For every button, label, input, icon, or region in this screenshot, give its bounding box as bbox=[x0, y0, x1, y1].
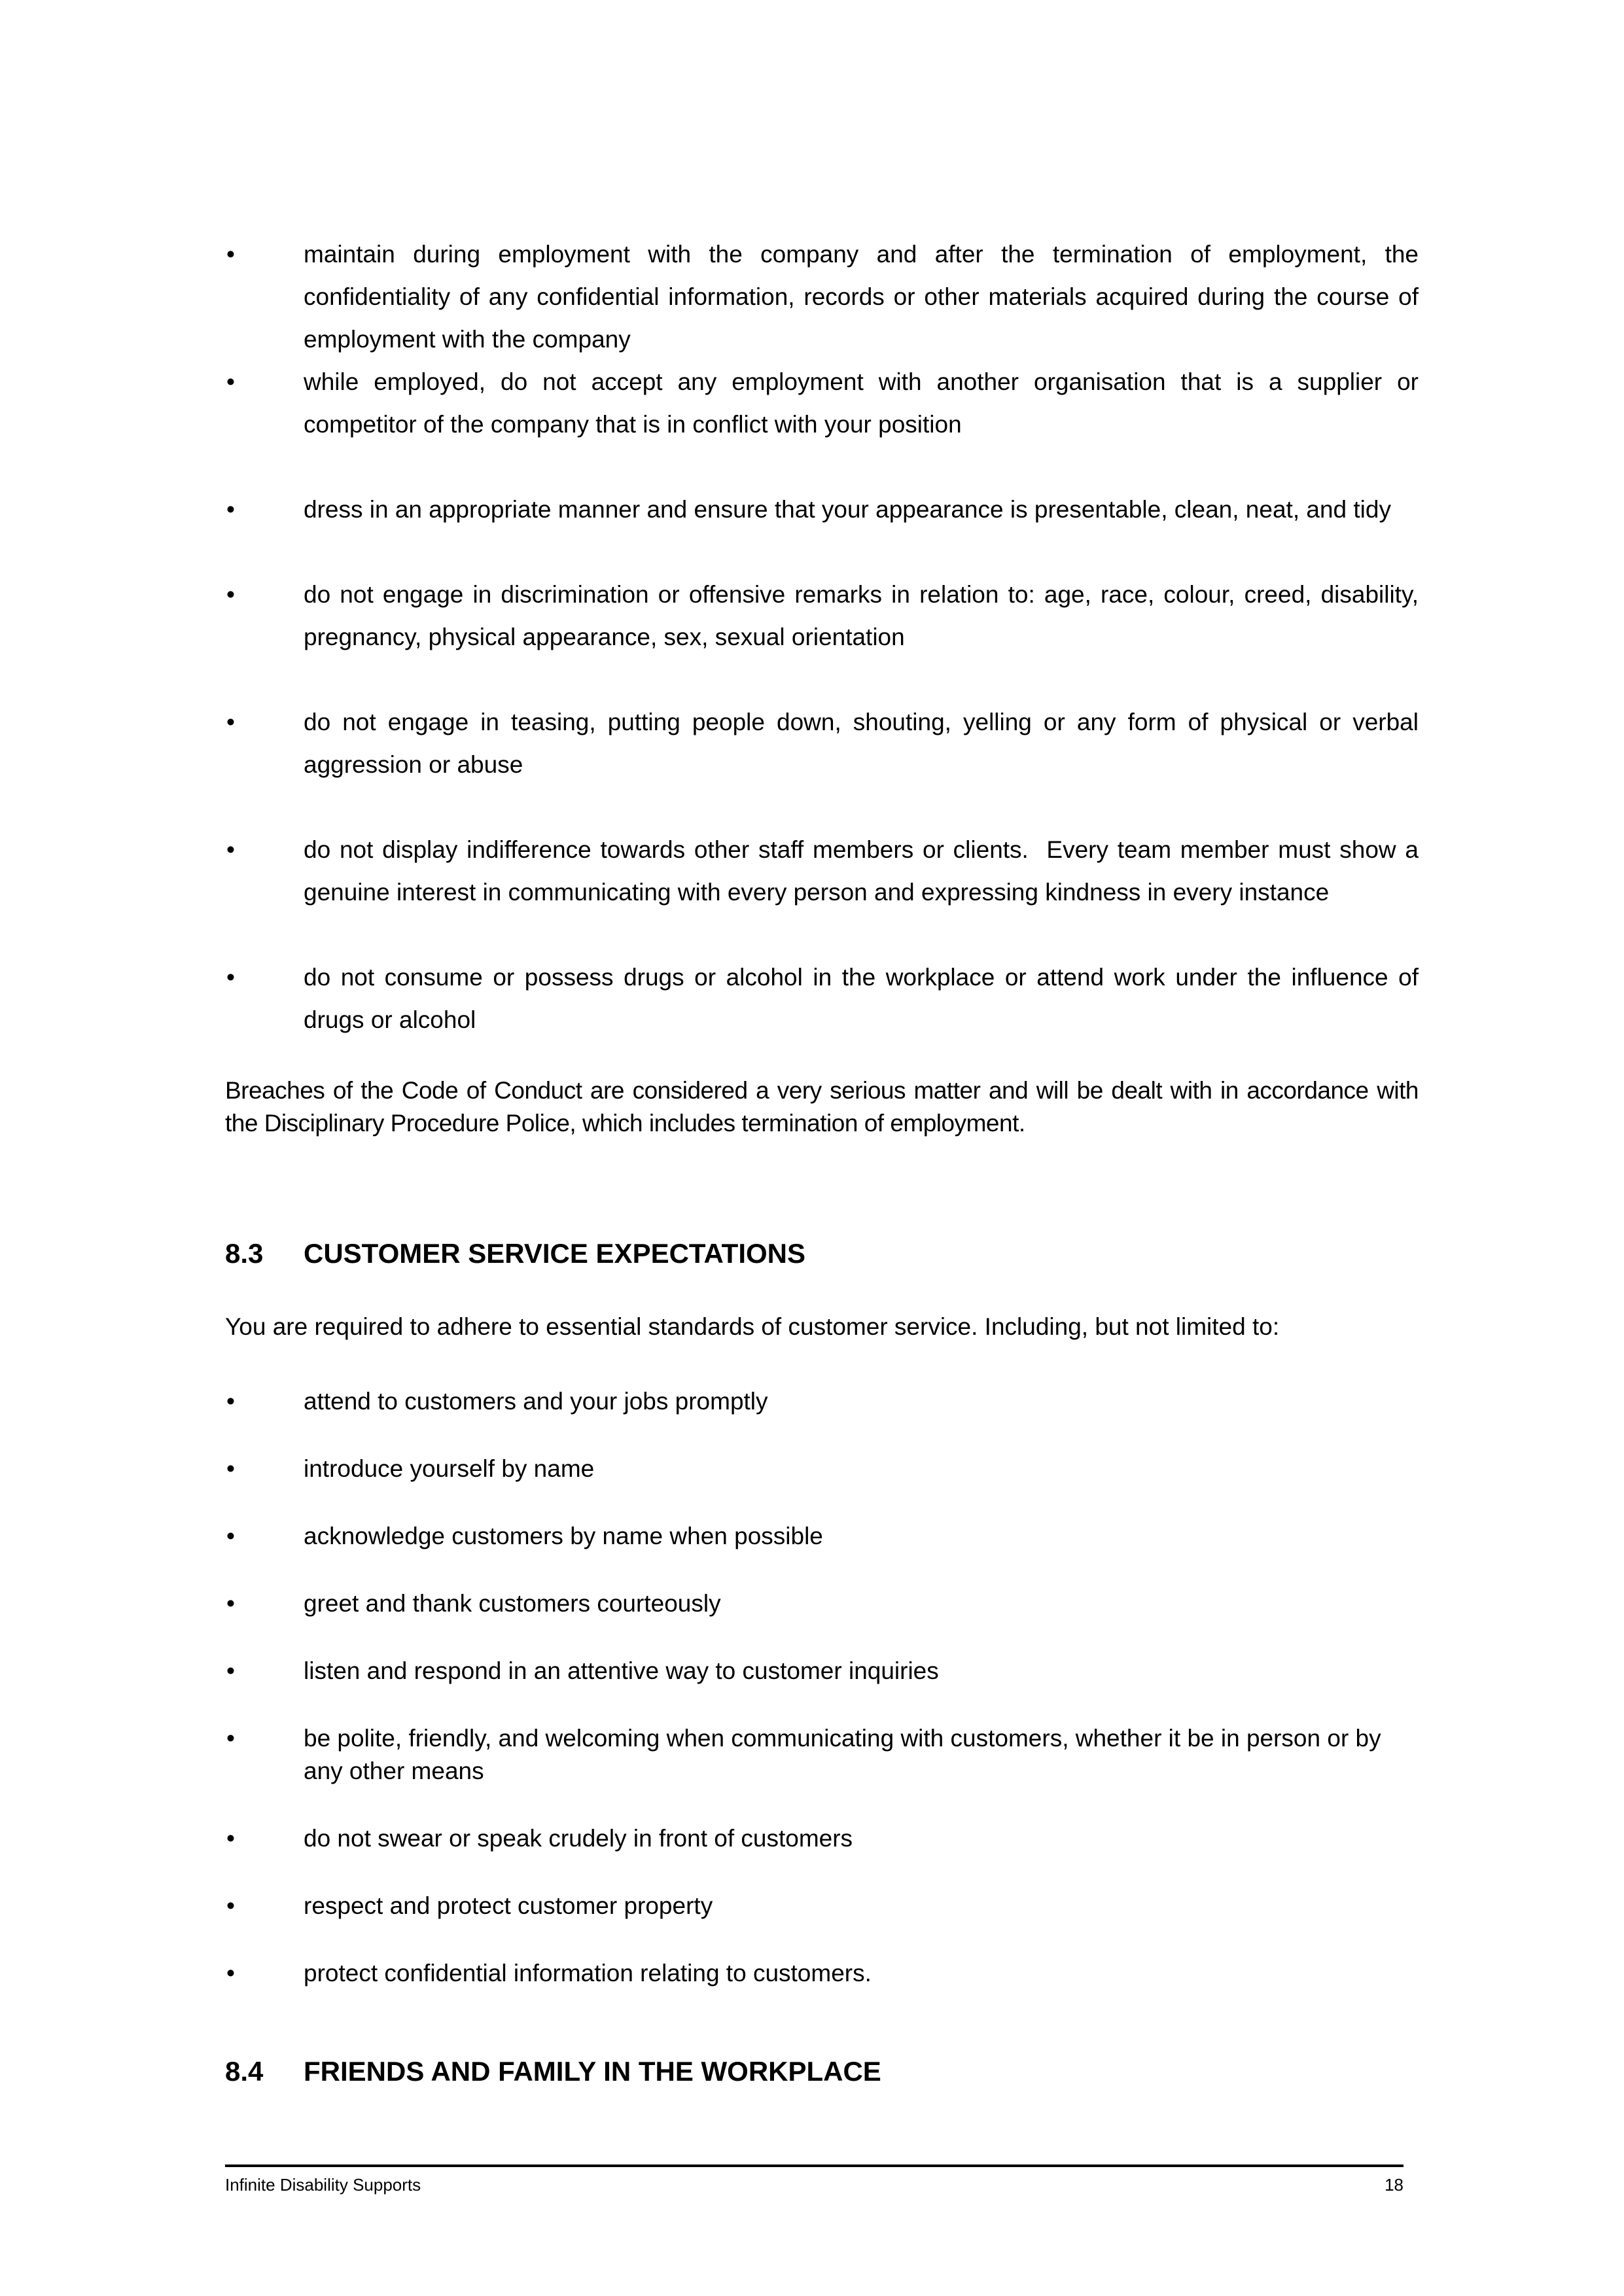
list-item-text: while employed, do not accept any employment with another organisation that is a supplier or competitor of the company that is in conflict with your position bbox=[304, 368, 1419, 438]
list-item-text: listen and respond in an attentive way to customer inquiries bbox=[304, 1657, 939, 1684]
bullet-icon: • bbox=[226, 1725, 235, 1752]
list-item-text: be polite, friendly, and welcoming when communicating with customers, whether it be in person or by any other means bbox=[304, 1725, 1381, 1784]
footer-rule bbox=[225, 2164, 1403, 2167]
list-item bbox=[225, 361, 1419, 446]
list-item-text: do not swear or speak crudely in front of customers bbox=[304, 1825, 853, 1852]
list-item-text: do not consume or possess drugs or alcohol in the workplace or attend work under the influence of drugs or alcohol bbox=[304, 964, 1419, 1033]
list-item bbox=[225, 701, 1419, 786]
list-item bbox=[225, 1722, 1419, 1788]
list-item bbox=[225, 1385, 1419, 1418]
bullet-icon: • bbox=[226, 1523, 235, 1549]
section-title: FRIENDS AND FAMILY IN THE WORKPLACE bbox=[304, 2056, 881, 2087]
list-item-text: greet and thank customers courteously bbox=[304, 1590, 721, 1617]
section-heading-8-3 bbox=[225, 1237, 1419, 1270]
list-item bbox=[225, 1822, 1419, 1855]
list-item bbox=[225, 1957, 1419, 1990]
footer-row bbox=[225, 2175, 1403, 2195]
bullet-icon: • bbox=[226, 241, 235, 268]
bullet-icon: • bbox=[226, 1657, 235, 1684]
section-heading-8-4 bbox=[225, 2055, 1419, 2088]
section-title: CUSTOMER SERVICE EXPECTATIONS bbox=[304, 1238, 806, 1269]
customer-service-intro: You are required to adhere to essential standards of customer service. Including, but not limited to: bbox=[225, 1313, 1280, 1340]
list-item bbox=[225, 828, 1419, 913]
section-number: 8.3 bbox=[225, 1238, 264, 1269]
list-item bbox=[225, 1890, 1419, 1922]
list-item-text: protect confidential information relating to customers. bbox=[304, 1960, 872, 1987]
footer-company-name: Infinite Disability Supports bbox=[225, 2175, 421, 2195]
section-number: 8.4 bbox=[225, 2056, 264, 2087]
list-item-text: do not engage in discrimination or offensive remarks in relation to: age, race, colour, creed, disability, pregnancy, physical appearance, sex, sexual orientation bbox=[304, 581, 1419, 650]
list-item bbox=[225, 956, 1419, 1041]
bullet-icon: • bbox=[226, 496, 235, 523]
page-footer bbox=[225, 2164, 1403, 2195]
list-item-text: maintain during employment with the company and after the termination of employment, the confidentiality of any confidential information, records or other materials acquired during the course of employment with the company bbox=[304, 241, 1419, 353]
bullet-icon: • bbox=[226, 581, 235, 608]
customer-service-list bbox=[225, 1385, 1419, 1990]
bullet-icon: • bbox=[226, 1388, 235, 1415]
bullet-icon: • bbox=[226, 1455, 235, 1482]
bullet-icon: • bbox=[226, 964, 235, 991]
list-item bbox=[225, 1453, 1419, 1485]
list-item bbox=[225, 1655, 1419, 1687]
list-item bbox=[225, 488, 1419, 531]
bullet-icon: • bbox=[226, 1960, 235, 1987]
bullet-icon: • bbox=[226, 368, 235, 395]
list-item-text: do not engage in teasing, putting people down, shouting, yelling or any form of physical or verbal aggression or abuse bbox=[304, 709, 1419, 778]
list-item-text: respect and protect customer property bbox=[304, 1892, 713, 1919]
bullet-icon: • bbox=[226, 1825, 235, 1852]
bullet-icon: • bbox=[226, 1590, 235, 1617]
list-item bbox=[225, 573, 1419, 658]
list-item-text: do not display indifference towards other staff members or clients. Every team member must show a genuine interest in communicating with every person and expressing kindness in every instance bbox=[304, 836, 1419, 906]
list-item-text: introduce yourself by name bbox=[304, 1455, 595, 1482]
breaches-paragraph: Breaches of the Code of Conduct are considered a very serious matter and will be dealt with in accordance with the Disciplinary Procedure Police, which includes termination of employment. bbox=[225, 1077, 1419, 1137]
bullet-icon: • bbox=[226, 836, 235, 863]
code-of-conduct-list bbox=[225, 233, 1419, 1041]
list-item-text: attend to customers and your jobs promptly bbox=[304, 1388, 768, 1415]
list-item-text: acknowledge customers by name when possible bbox=[304, 1523, 823, 1549]
list-item bbox=[225, 233, 1419, 361]
list-item bbox=[225, 1520, 1419, 1553]
bullet-icon: • bbox=[226, 1892, 235, 1919]
list-item-text: dress in an appropriate manner and ensure that your appearance is presentable, clean, neat, and tidy bbox=[304, 496, 1391, 523]
list-item bbox=[225, 1587, 1419, 1620]
bullet-icon: • bbox=[226, 709, 235, 735]
footer-page-number: 18 bbox=[1385, 2175, 1403, 2195]
